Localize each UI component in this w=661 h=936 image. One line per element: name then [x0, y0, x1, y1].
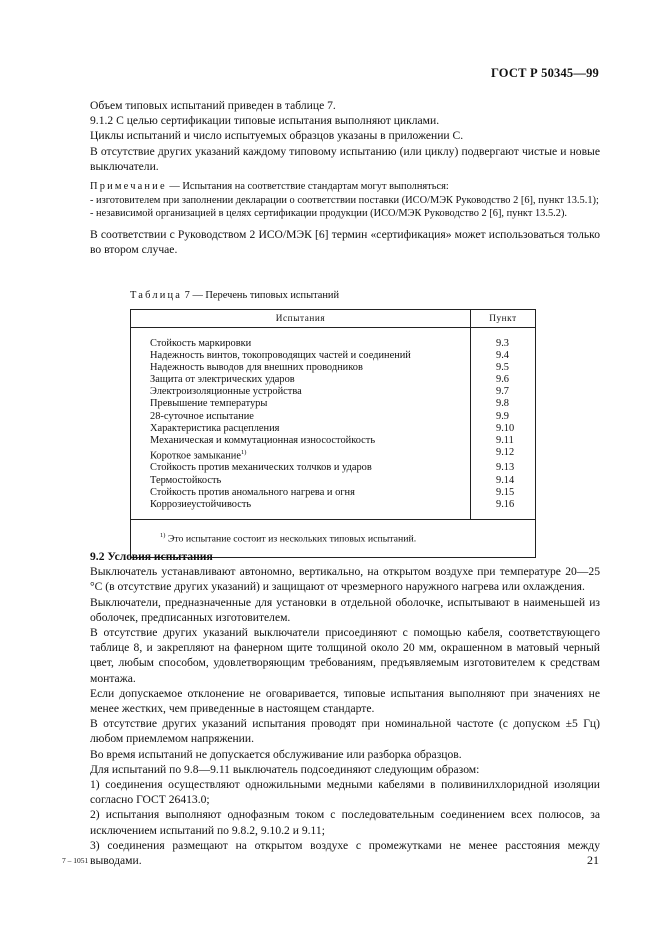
table-row	[131, 411, 536, 423]
clause-cell: 9.11	[471, 435, 536, 447]
table-row	[131, 462, 536, 474]
column-header-tests: Испытания	[131, 310, 471, 328]
paragraph: Если допускаемое отклонение не оговаривается, типовые испытания выполняют при значениях не менее жестких, чем приведенные в настоящем стандарте.	[90, 686, 600, 716]
paragraph: Выключатели, предназначенные для установки в отдельной оболочке, испытывают в наименьшей из оболочек, предписанных изготовителем.	[90, 595, 600, 624]
paragraph: Во время испытаний не допускается обслуживание или разборка образцов.	[90, 747, 462, 761]
note	[90, 180, 600, 194]
clause-cell: 9.16	[471, 499, 536, 520]
clause-cell: 9.5	[471, 362, 536, 374]
clause-cell: 9.9	[471, 411, 536, 423]
paragraph: В отсутствие других указаний испытания проводят при номинальной частоте (с допуском ±5 Гц) любом приемлемом напряжении.	[90, 717, 600, 746]
table-caption-label: Таблица	[130, 290, 183, 301]
tests-table	[130, 309, 536, 558]
test-name-cell	[131, 350, 471, 362]
standard-code: ГОСТ Р 50345—99	[490, 66, 599, 80]
test-name-cell	[131, 475, 471, 487]
table-row	[131, 398, 536, 410]
table-caption-text: 7 — Перечень типовых испытаний	[182, 290, 340, 301]
clause-cell: 9.10	[471, 423, 536, 435]
note-item: - изготовителем при заполнении декларации о соответствии поставки (ИСО/МЭК Руководство 2 [6], пункт 13.5.1);	[90, 194, 599, 206]
paragraph: Циклы испытаний и число испытуемых образцов указаны в приложении С.	[90, 129, 464, 143]
test-name-cell	[131, 398, 471, 410]
table-row	[131, 362, 536, 374]
note-text: — Испытания на соответствие стандартам могут выполняться:	[166, 181, 449, 193]
test-name: 28-суточное испытание	[150, 410, 254, 422]
paragraph: Объем типовых испытаний приведен в таблице 7.	[90, 99, 336, 112]
paragraph: Для испытаний по 9.8—9.11 выключатель подсоединяют следующим образом:	[90, 762, 480, 776]
print-code: 7 – 1051	[62, 856, 89, 865]
table-row	[131, 350, 536, 362]
footnote-mark: 1)	[160, 531, 166, 539]
table-row	[131, 328, 536, 351]
test-name-cell	[131, 374, 471, 386]
paragraph: 1) соединения осуществляют одножильными медными кабелями в поливинилхлоридной изоляции согласно ГОСТ 26413.0;	[90, 778, 600, 807]
table-row	[131, 487, 536, 499]
footnote-text: Это испытание состоит из нескольких типовых испытаний.	[165, 533, 417, 545]
page-number: 21	[587, 853, 599, 867]
clause-cell: 9.15	[471, 487, 536, 499]
clause-cell: 9.12	[471, 447, 536, 463]
clause-cell: 9.7	[471, 386, 536, 398]
test-name: Электроизоляционные устройства	[150, 386, 302, 398]
test-name-cell	[131, 462, 471, 474]
footnote-ref: 1)	[240, 448, 247, 456]
test-name: Надежность выводов для внешних проводников	[150, 362, 363, 374]
column-header-clause: Пункт	[471, 310, 536, 328]
table-row	[131, 423, 536, 435]
paragraph: 9.1.2 С целью сертификации типовые испытания выполняют циклами.	[90, 114, 440, 128]
clause-cell: 9.14	[471, 475, 536, 487]
test-name: Стойкость маркировки	[150, 338, 252, 349]
table-row	[131, 386, 536, 398]
test-name: Характеристика расцепления	[150, 422, 280, 434]
table-row	[131, 499, 536, 520]
test-name-cell	[131, 362, 471, 374]
note-item: - независимой организацией в целях сертификации продукции (ИСО/МЭК Руководство 2 [6], пункт 13.5.2).	[90, 208, 568, 220]
paragraph: 2) испытания выполняют однофазным током с последовательным соединением всех полюсов, за исключением испытаний по 9.8.2, 9.10.2 и 9.11;	[90, 808, 600, 837]
test-name-cell	[131, 423, 471, 435]
table-row	[131, 447, 536, 463]
test-name: Механическая и коммутационная износостойкость	[150, 434, 376, 446]
paragraph: В отсутствие других указаний выключатели присоединяют с помощью кабеля, соответствующего таблице 8, и закрепляют на фанерном щите толщиной около 20 мм, окрашенном в матовый черный цвет, любым способом, удовлетворяющим требованиям, предъявляемым изготовителем к средствам монтажа.	[90, 626, 600, 685]
test-name-cell	[131, 411, 471, 423]
paragraph: В соответствии с Руководством 2 ИСО/МЭК [6] термин «сертификация» может использоваться только во втором случае.	[90, 227, 600, 256]
test-name: Надежность винтов, токопроводящих частей и соединений	[150, 350, 411, 362]
test-name-cell	[131, 447, 471, 463]
section-title: 9.2 Условия испытания	[90, 550, 213, 563]
test-name-cell	[131, 435, 471, 447]
table-7	[130, 309, 536, 558]
paragraph: В отсутствие других указаний каждому типовому испытанию (или циклу) подвергают чистые и новые выключатели.	[90, 144, 600, 173]
test-name-cell	[131, 386, 471, 398]
test-name: Защита от электрических ударов	[150, 374, 295, 386]
test-name: Превышение температуры	[150, 398, 268, 410]
clause-cell: 9.13	[471, 462, 536, 474]
intro-block	[90, 98, 600, 257]
clause-cell: 9.6	[471, 374, 536, 386]
paragraph: 3) соединения размещают на открытом воздухе с промежутками не менее расстояния между выводами.	[90, 838, 600, 868]
clause-cell: 9.4	[471, 350, 536, 362]
table-row	[131, 475, 536, 487]
test-name: Коррозиеустойчивость	[150, 498, 252, 510]
test-name: Стойкость против аномального нагрева и огня	[150, 486, 355, 498]
clause-cell: 9.8	[471, 398, 536, 410]
table-caption	[130, 290, 339, 301]
test-name: Стойкость против механических толчков и ударов	[150, 462, 372, 474]
section-9-2	[90, 549, 600, 868]
note-label: Примечание	[90, 181, 167, 193]
paragraph: Выключатель устанавливают автономно, вертикально, на открытом воздухе при температуре 20—25 °С (в отсутствие других указаний) и защищают от чрезмерного наружного нагрева или охлаждения.	[90, 565, 600, 594]
test-name-cell	[131, 499, 471, 520]
test-name: Термостойкость	[150, 474, 222, 486]
test-name-cell	[131, 328, 471, 351]
clause-cell: 9.3	[471, 328, 536, 351]
table-row	[131, 435, 536, 447]
table-row	[131, 374, 536, 386]
test-name-cell	[131, 487, 471, 499]
test-name: Короткое замыкание	[150, 450, 241, 462]
